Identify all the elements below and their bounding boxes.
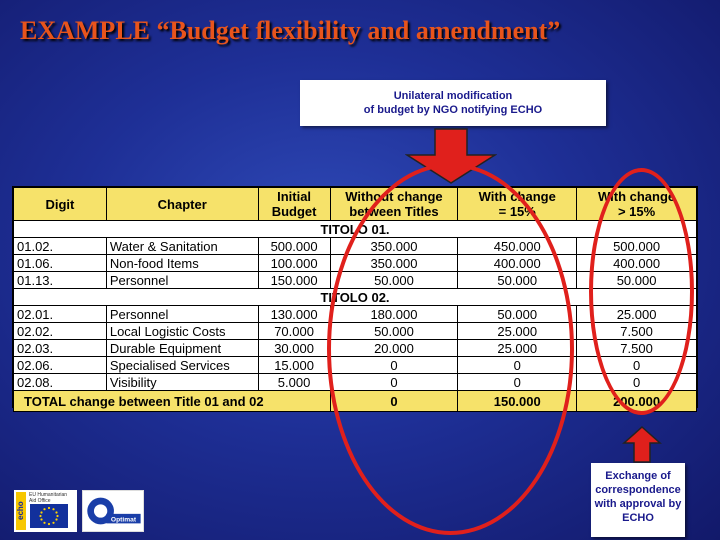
- eu-flag-icon: [30, 504, 68, 528]
- cell-without-change: 0: [330, 374, 458, 391]
- header-with-change-15: With change = 15%: [458, 188, 577, 221]
- cell-chapter: Durable Equipment: [106, 340, 258, 357]
- cell-chapter: Visibility: [106, 374, 258, 391]
- slide-title: EXAMPLE “Budget flexibility and amendment”: [20, 16, 561, 45]
- highlight-ellipse-right: [589, 168, 694, 415]
- cell-initial: 150.000: [258, 272, 330, 289]
- echo-logo-text-line: Aid Office: [29, 498, 51, 504]
- cell-change-gt15: 25.000: [577, 306, 697, 323]
- cell-without-change: 50.000: [330, 272, 458, 289]
- cell-initial: 30.000: [258, 340, 330, 357]
- echo-vertical-text: echo: [16, 501, 25, 521]
- callout-bottom-line-1: Exchange of: [605, 470, 671, 482]
- up-arrow-icon: [622, 425, 662, 463]
- cell-change-15: 50.000: [458, 272, 577, 289]
- cell-change-gt15: 0: [577, 357, 697, 374]
- cell-chapter: Personnel: [106, 306, 258, 323]
- callout-bottom-line-2: correspondence: [595, 484, 681, 496]
- header-with-change-gt15: With change > 15%: [577, 188, 697, 221]
- cell-without-change: 350.000: [330, 238, 458, 255]
- cell-change-gt15: 50.000: [577, 272, 697, 289]
- section-label: TITOLO 01.: [14, 221, 697, 238]
- callout-exchange-correspondence: [591, 463, 685, 537]
- cell-digit: 01.02.: [14, 238, 107, 255]
- total-change-15: 150.000: [458, 391, 577, 412]
- table-header-row: [14, 188, 697, 221]
- callout-top-line-2: of budget by NGO notifying ECHO: [363, 104, 543, 116]
- optimat-logo-text: Optimat: [110, 516, 137, 524]
- cell-initial: 15.000: [258, 357, 330, 374]
- cell-initial: 130.000: [258, 306, 330, 323]
- total-label: TOTAL change between Title 01 and 02: [14, 391, 331, 412]
- cell-chapter: Non-food Items: [106, 255, 258, 272]
- callout-unilateral-modification: [300, 80, 606, 126]
- cell-initial: 70.000: [258, 323, 330, 340]
- cell-digit: 02.06.: [14, 357, 107, 374]
- cell-digit: 02.08.: [14, 374, 107, 391]
- cell-change-gt15: 500.000: [577, 238, 697, 255]
- cell-chapter: Water & Sanitation: [106, 238, 258, 255]
- callout-bottom-line-4: ECHO: [622, 512, 654, 524]
- cell-without-change: 50.000: [330, 323, 458, 340]
- cell-digit: 01.06.: [14, 255, 107, 272]
- cell-chapter: Local Logistic Costs: [106, 323, 258, 340]
- header-initial-budget: Initial Budget: [258, 188, 330, 221]
- header-chapter: Chapter: [106, 188, 258, 221]
- optimat-logo-graphic: [83, 491, 143, 531]
- cell-change-gt15: 7.500: [577, 340, 697, 357]
- cell-digit: 02.03.: [14, 340, 107, 357]
- callout-top-line-1: Unilateral modification: [393, 90, 513, 102]
- highlight-ellipse-middle: [327, 163, 574, 535]
- cell-without-change: 20.000: [330, 340, 458, 357]
- section-label: TITOLO 02.: [14, 289, 697, 306]
- cell-initial: 500.000: [258, 238, 330, 255]
- cell-digit: 02.02.: [14, 323, 107, 340]
- cell-change-gt15: 0: [577, 374, 697, 391]
- cell-change-15: 400.000: [458, 255, 577, 272]
- cell-change-15: 0: [458, 357, 577, 374]
- total-change-gt15: 200.000: [577, 391, 697, 412]
- callout-bottom-line-3: with approval by: [594, 498, 682, 510]
- cell-chapter: Specialised Services: [106, 357, 258, 374]
- cell-change-15: 25.000: [458, 323, 577, 340]
- cell-without-change: 0: [330, 357, 458, 374]
- total-without-change: 0: [330, 391, 458, 412]
- echo-logo-text: [29, 492, 75, 504]
- header-digit: Digit: [14, 188, 107, 221]
- cell-initial: 5.000: [258, 374, 330, 391]
- cell-digit: 02.01.: [14, 306, 107, 323]
- cell-change-15: 0: [458, 374, 577, 391]
- cell-change-15: 25.000: [458, 340, 577, 357]
- optimat-logo: [82, 490, 144, 532]
- cell-change-gt15: 400.000: [577, 255, 697, 272]
- cell-change-gt15: 7.500: [577, 323, 697, 340]
- echo-logo-text-line: EU Humanitarian: [29, 492, 68, 498]
- header-without-change: Without change between Titles: [330, 188, 458, 221]
- echo-vertical-mark: [16, 492, 26, 530]
- cell-change-15: 450.000: [458, 238, 577, 255]
- cell-digit: 01.13.: [14, 272, 107, 289]
- cell-without-change: 350.000: [330, 255, 458, 272]
- cell-initial: 100.000: [258, 255, 330, 272]
- cell-change-15: 50.000: [458, 306, 577, 323]
- cell-chapter: Personnel: [106, 272, 258, 289]
- echo-logo: [14, 490, 77, 532]
- cell-without-change: 180.000: [330, 306, 458, 323]
